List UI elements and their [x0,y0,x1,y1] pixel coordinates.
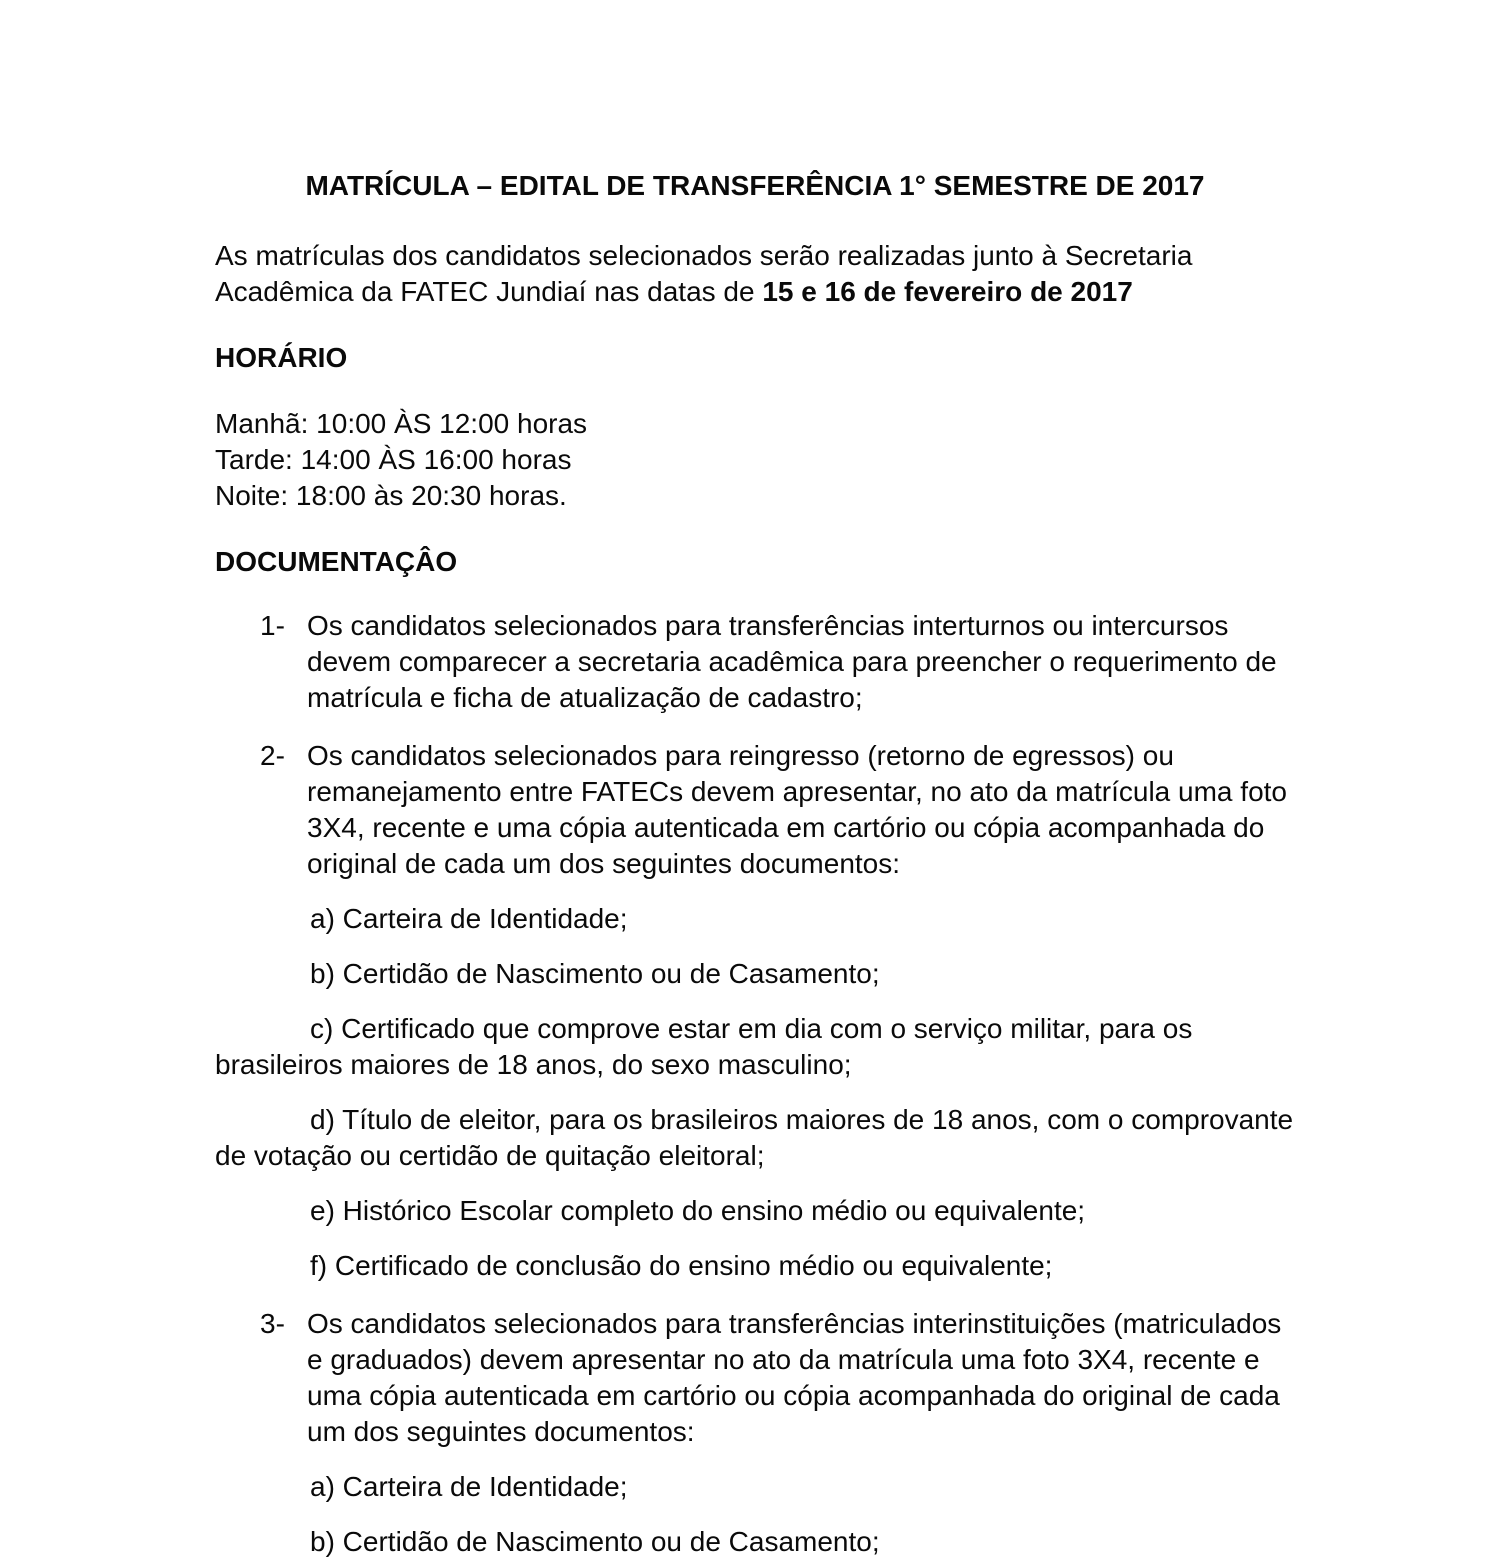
sub-item-2d: d) Título de eleitor, para os brasileiros maiores de 18 anos, com o comprovante de votação ou certidão de quitação eleitoral; [215,1104,1294,1171]
section-heading-horario: HORÁRIO [215,342,348,373]
list-item-2-number: 2- [260,740,285,771]
page-title: MATRÍCULA – EDITAL DE TRANSFERÊNCIA 1° SEMESTRE DE 2017 [305,170,1205,201]
sub-item-3b: b) Certidão de Nascimento ou de Casamento; [310,1526,880,1557]
section-heading-documentacao: DOCUMENTAÇÂO [215,546,458,577]
schedule-block [215,406,1295,514]
sub-item-2f: f) Certificado de conclusão do ensino médio ou equivalente; [310,1250,1053,1281]
list-item-1-number: 1- [260,610,285,641]
list-item-2 [215,738,1295,882]
list-item-1-text: Os candidatos selecionados para transferências interturnos ou intercursos devem comparecer a secretaria acadêmica para preencher o requerimento de matrícula e ficha de atualização de cadastro; [307,610,1277,713]
sub-item-3a: a) Carteira de Identidade; [310,1471,628,1502]
intro-dates-bold: 15 e 16 de fevereiro de 2017 [762,276,1133,307]
sub-item-2e: e) Histórico Escolar completo do ensino médio ou equivalente; [310,1195,1086,1226]
list-item-3-number: 3- [260,1308,285,1339]
list-item-3-text: Os candidatos selecionados para transferências interinstituições (matriculados e graduados) devem apresentar no ato da matrícula uma foto 3X4, recente e uma cópia autenticada em cartório ou cópia acompanhada do original de cada um dos seguintes documentos: [307,1308,1282,1447]
schedule-line-morning: Manhã: 10:00 ÀS 12:00 horas [215,408,588,439]
schedule-line-afternoon: Tarde: 14:00 ÀS 16:00 horas [215,444,572,475]
list-item-3 [215,1306,1295,1450]
sub-item-2c: c) Certificado que comprove estar em dia com o serviço militar, para os brasileiros maiores de 18 anos, do sexo masculino; [215,1013,1193,1080]
list-item-1 [215,608,1295,716]
list-item-2-text: Os candidatos selecionados para reingresso (retorno de egressos) ou remanejamento entre FATECs devem apresentar, no ato da matrícula uma foto 3X4, recente e uma cópia autenticada em cartório ou cópia acompanhada do original de cada um dos seguintes documentos: [307,740,1287,879]
schedule-line-night: Noite: 18:00 às 20:30 horas. [215,480,567,511]
intro-text: As matrículas dos candidatos selecionados serão realizadas junto à Secretaria Acadêmica da FATEC Jundiaí nas datas de [215,240,1193,307]
sub-item-2a: a) Carteira de Identidade; [310,903,628,934]
sub-item-2b: b) Certidão de Nascimento ou de Casamento; [310,958,880,989]
intro-paragraph [215,238,1295,310]
